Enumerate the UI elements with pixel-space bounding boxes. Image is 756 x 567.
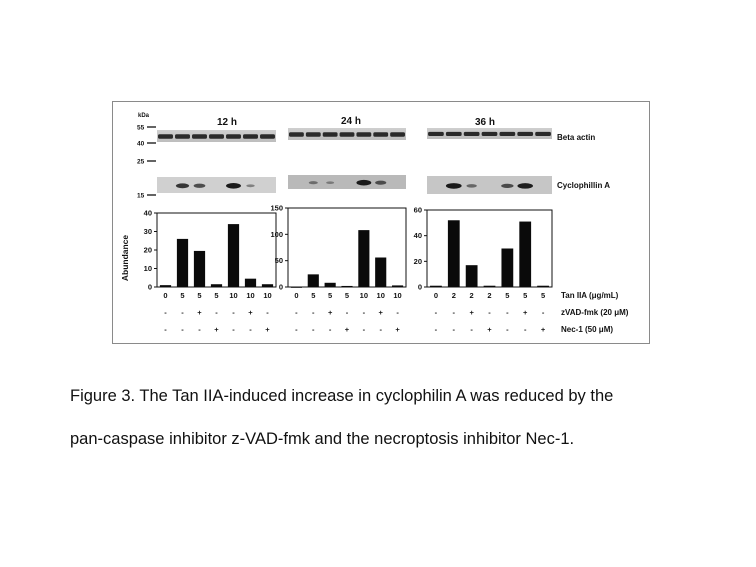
beta-actin-band: [356, 132, 371, 137]
tan-dose-label: 2: [451, 291, 456, 300]
bar-2-4: [501, 249, 513, 288]
time-label-0: 12 h: [216, 117, 238, 128]
cyclophilin-band: [194, 184, 206, 188]
nec1-sign: -: [470, 325, 473, 334]
bar-2-6: [537, 286, 549, 287]
figure-panel: [112, 101, 650, 344]
beta-actin-band: [243, 134, 258, 139]
zvad-sign: +: [327, 308, 333, 317]
nec1-sign: +: [395, 325, 400, 334]
bar-1-3: [341, 286, 352, 287]
bar-0-3: [211, 284, 222, 287]
beta-actin-band: [535, 132, 551, 136]
zvad-sign: -: [164, 308, 167, 317]
bar-2-3: [484, 286, 496, 287]
bar-2-2: [466, 265, 478, 287]
nec1-sign: +: [344, 325, 350, 334]
bar-2-5: [519, 222, 531, 287]
figure-graphic: [113, 102, 649, 343]
bar-2-1: [448, 220, 460, 287]
nec1-sign: -: [295, 325, 298, 334]
figure-caption: [70, 386, 730, 449]
caption-line-2: pan-caspase inhibitor z-VAD-fmk and the necroptosis inhibitor Nec-1.: [70, 430, 575, 448]
beta-actin-band: [306, 132, 321, 137]
time-label-1: 24 h: [340, 116, 362, 127]
treatment-row-label-0: Tan IIA (μg/mL): [561, 291, 619, 300]
treatment-row-label-1: zVAD-fmk (20 μM): [561, 308, 629, 317]
tan-dose-label: 5: [540, 291, 546, 300]
cyclophilin-label: Cyclophillin A: [557, 181, 611, 190]
nec1-sign: -: [249, 325, 252, 334]
nec1-sign: -: [379, 325, 382, 334]
tan-dose-label: 10: [246, 291, 255, 300]
beta-actin-band: [323, 132, 338, 137]
bar-1-5: [375, 258, 386, 287]
plot-frame-1: [288, 208, 406, 287]
zvad-sign: -: [541, 308, 545, 317]
marker-label-0: 55: [137, 124, 145, 132]
zvad-sign: -: [215, 308, 218, 317]
nec1-sign: -: [198, 325, 201, 334]
beta-actin-band: [226, 134, 241, 139]
caption-line-1: Figure 3. The Tan IIA-induced increase in cyclophilin A was reduced by the: [70, 387, 614, 405]
cyclophilin-band: [226, 183, 241, 189]
zvad-sign: -: [452, 308, 456, 317]
nec1-sign: +: [214, 325, 219, 334]
zvad-sign: -: [181, 308, 184, 317]
zvad-sign: +: [197, 308, 202, 317]
y-tick-label: 150: [270, 203, 283, 213]
nec1-sign: -: [506, 325, 509, 334]
bar-0-1: [177, 239, 188, 287]
time-label-2: 36 h: [474, 117, 496, 128]
cyclophilin-band: [517, 183, 533, 189]
bar-0-4: [228, 224, 239, 287]
beta-actin-band: [373, 132, 388, 137]
tan-dose-label: 2: [469, 291, 474, 300]
zvad-sign: +: [248, 308, 253, 317]
bar-0-5: [245, 279, 256, 287]
zvad-sign: +: [523, 308, 528, 317]
cyclophilin-band: [375, 181, 386, 185]
y-tick-label: 0: [147, 282, 152, 292]
beta-actin-band: [209, 134, 224, 139]
y-tick-label: 50: [274, 256, 283, 266]
zvad-sign: -: [312, 308, 315, 317]
bar-0-2: [194, 251, 205, 287]
y-tick-label: 60: [413, 205, 422, 215]
cyclophilin-band: [309, 181, 318, 184]
tan-dose-label: 5: [523, 291, 528, 300]
beta-actin-band: [289, 132, 304, 137]
marker-label-3: 15: [137, 192, 145, 200]
tan-dose-label: 10: [229, 291, 238, 300]
beta-actin-band: [464, 132, 480, 136]
zvad-sign: -: [362, 308, 366, 317]
cyclophilin-band: [446, 183, 462, 189]
nec1-sign: -: [164, 325, 167, 334]
y-axis-label: Abundance: [120, 234, 130, 282]
cyclophilin-blot-0: [157, 177, 276, 193]
bar-0-6: [262, 284, 273, 287]
western-blots: [157, 128, 552, 194]
beta-actin-band: [390, 132, 405, 137]
treatment-row-label-2: Nec-1 (50 μM): [561, 325, 614, 334]
beta-actin-band: [482, 132, 498, 136]
cyclophilin-band: [326, 181, 334, 184]
nec1-sign: -: [523, 325, 527, 334]
bar-2-0: [430, 286, 442, 287]
bar-1-6: [392, 285, 403, 287]
cyclophilin-band: [501, 184, 513, 188]
beta-actin-band: [260, 134, 275, 139]
nec1-sign: -: [181, 325, 184, 334]
cyclophilin-band: [356, 180, 371, 186]
beta-actin-band: [192, 134, 207, 139]
beta-actin-band: [517, 132, 533, 136]
cyclophilin-blot-1: [288, 175, 406, 189]
zvad-sign: +: [469, 308, 474, 317]
y-tick-label: 0: [417, 282, 422, 292]
marker-label-1: 40: [137, 140, 145, 148]
zvad-sign: -: [396, 308, 399, 317]
beta-actin-label: Beta actin: [557, 133, 596, 142]
y-tick-label: 30: [143, 227, 152, 236]
nec1-sign: -: [434, 325, 438, 334]
y-tick-label: 40: [413, 231, 422, 241]
beta-actin-band: [158, 134, 173, 139]
tan-dose-label: 10: [376, 291, 385, 300]
bar-0-0: [160, 285, 171, 287]
bar-1-4: [358, 230, 369, 287]
beta-actin-band: [428, 132, 444, 136]
nec1-sign: -: [452, 325, 456, 334]
zvad-sign: -: [232, 308, 235, 317]
tan-dose-label: 5: [311, 291, 316, 300]
tan-dose-label: 2: [487, 291, 492, 300]
bar-charts: [144, 204, 552, 335]
nec1-sign: -: [232, 325, 235, 334]
beta-actin-band: [175, 134, 190, 139]
zvad-sign: -: [506, 308, 509, 317]
tan-dose-label: 10: [359, 291, 369, 300]
tan-dose-label: 5: [505, 291, 510, 300]
kda-label: kDa: [138, 113, 150, 119]
beta-actin-band: [446, 132, 462, 136]
nec1-sign: +: [487, 325, 492, 334]
zvad-sign: -: [266, 308, 269, 317]
zvad-sign: -: [345, 308, 349, 317]
tan-dose-label: 5: [344, 291, 350, 300]
y-tick-label: 40: [143, 208, 152, 218]
tan-dose-label: 0: [294, 291, 299, 300]
y-tick-label: 20: [413, 256, 422, 266]
zvad-sign: -: [434, 308, 438, 317]
cyclophilin-band: [176, 183, 189, 188]
tan-dose-label: 5: [328, 291, 333, 300]
tan-dose-label: 5: [197, 291, 202, 300]
nec1-sign: -: [312, 325, 315, 334]
y-tick-label: 0: [278, 282, 283, 292]
tan-dose-label: 5: [214, 291, 219, 300]
beta-actin-band: [500, 132, 516, 136]
tan-dose-label: 10: [393, 291, 402, 300]
y-tick-label: 10: [143, 264, 152, 273]
zvad-sign: -: [488, 308, 491, 317]
y-tick-label: 20: [143, 245, 152, 255]
plot-frame-0: [157, 213, 276, 287]
cyclophilin-band: [246, 184, 254, 187]
nec1-sign: -: [328, 325, 332, 334]
beta-actin-band: [340, 132, 355, 137]
tan-dose-label: 5: [180, 291, 185, 300]
cyclophilin-blot-2: [427, 176, 552, 194]
nec1-sign: -: [362, 325, 366, 334]
y-tick-label: 100: [270, 229, 283, 239]
tan-dose-label: 10: [263, 291, 272, 300]
bar-1-0: [291, 287, 302, 288]
tan-dose-label: 0: [433, 291, 439, 300]
bar-1-2: [325, 283, 336, 287]
zvad-sign: -: [295, 308, 298, 317]
plot-frame-2: [427, 210, 552, 287]
zvad-sign: +: [378, 308, 383, 317]
tan-dose-label: 0: [163, 291, 168, 300]
cyclophilin-band: [466, 184, 476, 187]
bar-1-1: [308, 274, 319, 287]
nec1-sign: +: [265, 325, 270, 334]
marker-label-2: 25: [137, 158, 145, 166]
nec1-sign: +: [540, 325, 546, 334]
